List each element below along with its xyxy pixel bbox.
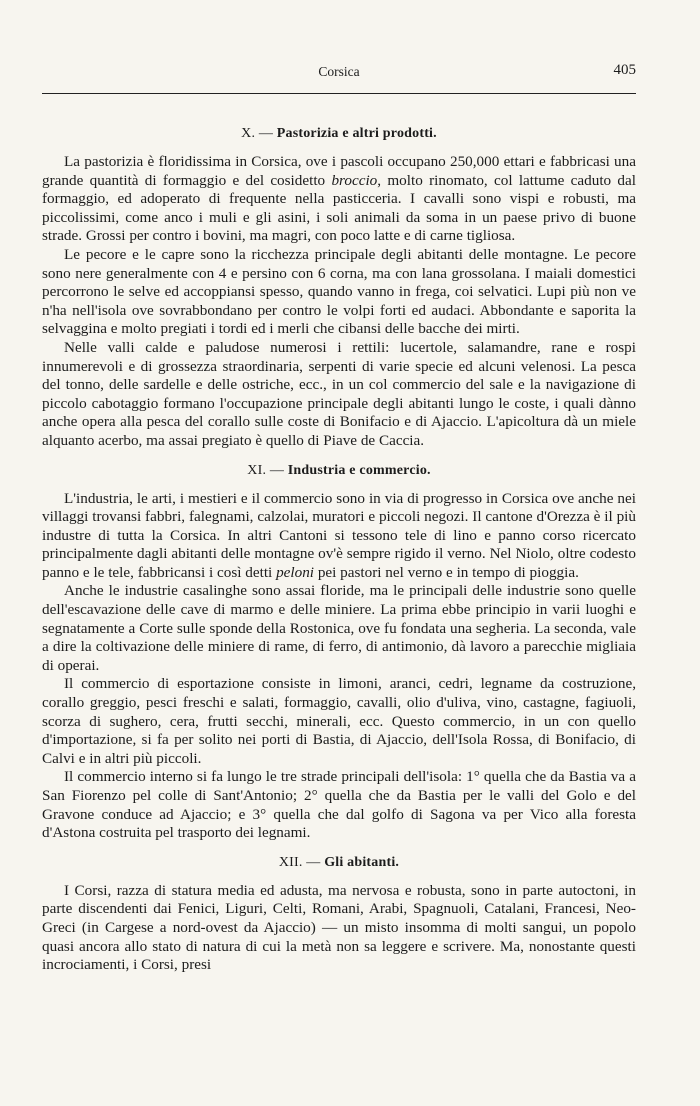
running-head bbox=[42, 62, 636, 86]
section-industria bbox=[42, 463, 636, 843]
section-heading bbox=[42, 855, 636, 871]
paragraph: Le pecore e le capre sono la ricchezza principale degli abitanti delle montagne. Le pecore sono nere generalmente con 4 e persino con 6 corna, ma con lana grossolana. I maiali domestici percorrono le selve ed accoppiansi spesso, quando vanno in frega, coi selvatici. Lupi più non ve n'ha nell'isola ove sovrabbondano per contro le volpi forti ed audaci. Abbondante e saporita la selvaggina e molto pregiati i tordi ed i merli che cibansi delle bacche dei mirti. bbox=[42, 245, 636, 338]
paragraph: Il commercio di esportazione consiste in limoni, aranci, cedri, legname da costruzione, corallo greggio, pesci freschi e salati, formaggio, cavalli, olio d'uliva, vino, castagne, fagiuoli, scorza di sughero, cera, frutti secchi, minerali, ecc. Questo commercio, in un con quello d'importazione, si fa per solito nei porti di Bastia, di Ajaccio, dell'Isola Rossa, di Bonifacio, di Calvi e in altri più piccoli. bbox=[42, 675, 636, 767]
paragraph: L'industria, le arti, i mestieri e il commercio sono in via di progresso in Corsica ove anche nei villaggi trovansi fabbri, falegnami, calzolai, muratori e piccoli negozi. Il cantone d'Orezza è il più industre di tutta la Corsica. In altri Cantoni si tessono tele di lino e panno corso ricercato principalmente dagli abitanti delle montagne ov'è sempre rigido il verno. Nel Niolo, oltre codesto panno e le tele, fabbricansi i così detti peloni pei pastori nel verno e in tempo di pioggia. bbox=[42, 489, 636, 581]
running-title: Corsica bbox=[318, 64, 360, 79]
section-title: Pastorizia e altri prodotti. bbox=[276, 126, 437, 141]
paragraph: Anche le industrie casalinghe sono assai floride, ma le principali delle industrie sono quelle dell'escavazione delle cave di marmo e delle miniere. La prima ebbe principio in varii luoghi e segnatamente a Corte sulle sponde della Rostonica, ove fu fondata una segheria. La seconda, vale a dire la coltivazione delle miniere di rame, di ferro, di antimonio, dà lavoro a parecchie migliaia di operai. bbox=[42, 582, 636, 674]
paragraph: La pastorizia è floridissima in Corsica, ove i pascoli occupano 250,000 ettari e fabbricasi una grande quantità di formaggio e del cosidetto broccio, molto rinomato, col lattume caduto dal formaggio, ed adoperato di frequente nella pasticceria. I cavalli sono vispi e robusti, ma piccolissimi, come anco i muli e gli asini, i soli animali da soma in un paese privo di buone strade. Grossi per contro i bovini, ma magri, con poco latte e di carne tigliosa. bbox=[42, 153, 636, 245]
section-heading bbox=[42, 463, 636, 479]
section-heading bbox=[42, 126, 636, 142]
paragraph: I Corsi, razza di statura media ed adusta, ma nervosa e robusta, sono in parte autoctoni, in parte discendenti dai Fenici, Liguri, Celti, Romani, Arabi, Spagnuoli, Catalani, Francesi, Neo-Greci (in Cargese a nord-ovest da Ajaccio) — un misto insomma di molti sangui, un popolo quasi ancora allo stato di natura di cui la metà non sa leggere e scrivere. Ma, nonostante questi incrociamenti, i Corsi, presi bbox=[42, 881, 636, 974]
section-abitanti bbox=[42, 855, 636, 975]
paragraph: Il commercio interno si fa lungo le tre strade principali dell'isola: 1° quella che da Bastia va a San Fiorenzo pel colle di Sant'Antonio; 2° quella che da Bastia per le valli del Golo e del Gravone conduce ad Ajaccio; e 3° quella che dal golfo di Sagona va per Vico alla foresta d'Astona costruita pel trasporto dei legnami. bbox=[42, 768, 636, 842]
page-number: 405 bbox=[613, 62, 636, 78]
section-pastorizia bbox=[42, 126, 636, 451]
header-rule bbox=[42, 93, 636, 94]
paragraph: Nelle valli calde e paludose numerosi i rettili: lucertole, salamandre, rane e rospi innumerevoli e di grossezza straordinaria, serpenti di varie specie ed alcuni velenosi. La pesca del tonno, delle sardelle e delle ostriche, ecc., in un col commercio del sale e la navigazione di piccolo cabotaggio formano l'occupazione principale degli abitanti lungo le coste, i quali dànno anche opera alla pesca del corallo sulle coste di Bonifacio e di Ajaccio. L'apicoltura dà un miele alquanto acerbo, ma assai pregiato è quello di Piave de Caccia. bbox=[42, 338, 636, 449]
section-number: X. — bbox=[241, 126, 274, 141]
section-title: Industria e commercio. bbox=[287, 462, 431, 478]
section-number: XII. — bbox=[278, 854, 321, 870]
section-number: XI. — bbox=[247, 462, 285, 478]
page-body bbox=[42, 126, 636, 975]
section-title: Gli abitanti. bbox=[324, 854, 400, 870]
